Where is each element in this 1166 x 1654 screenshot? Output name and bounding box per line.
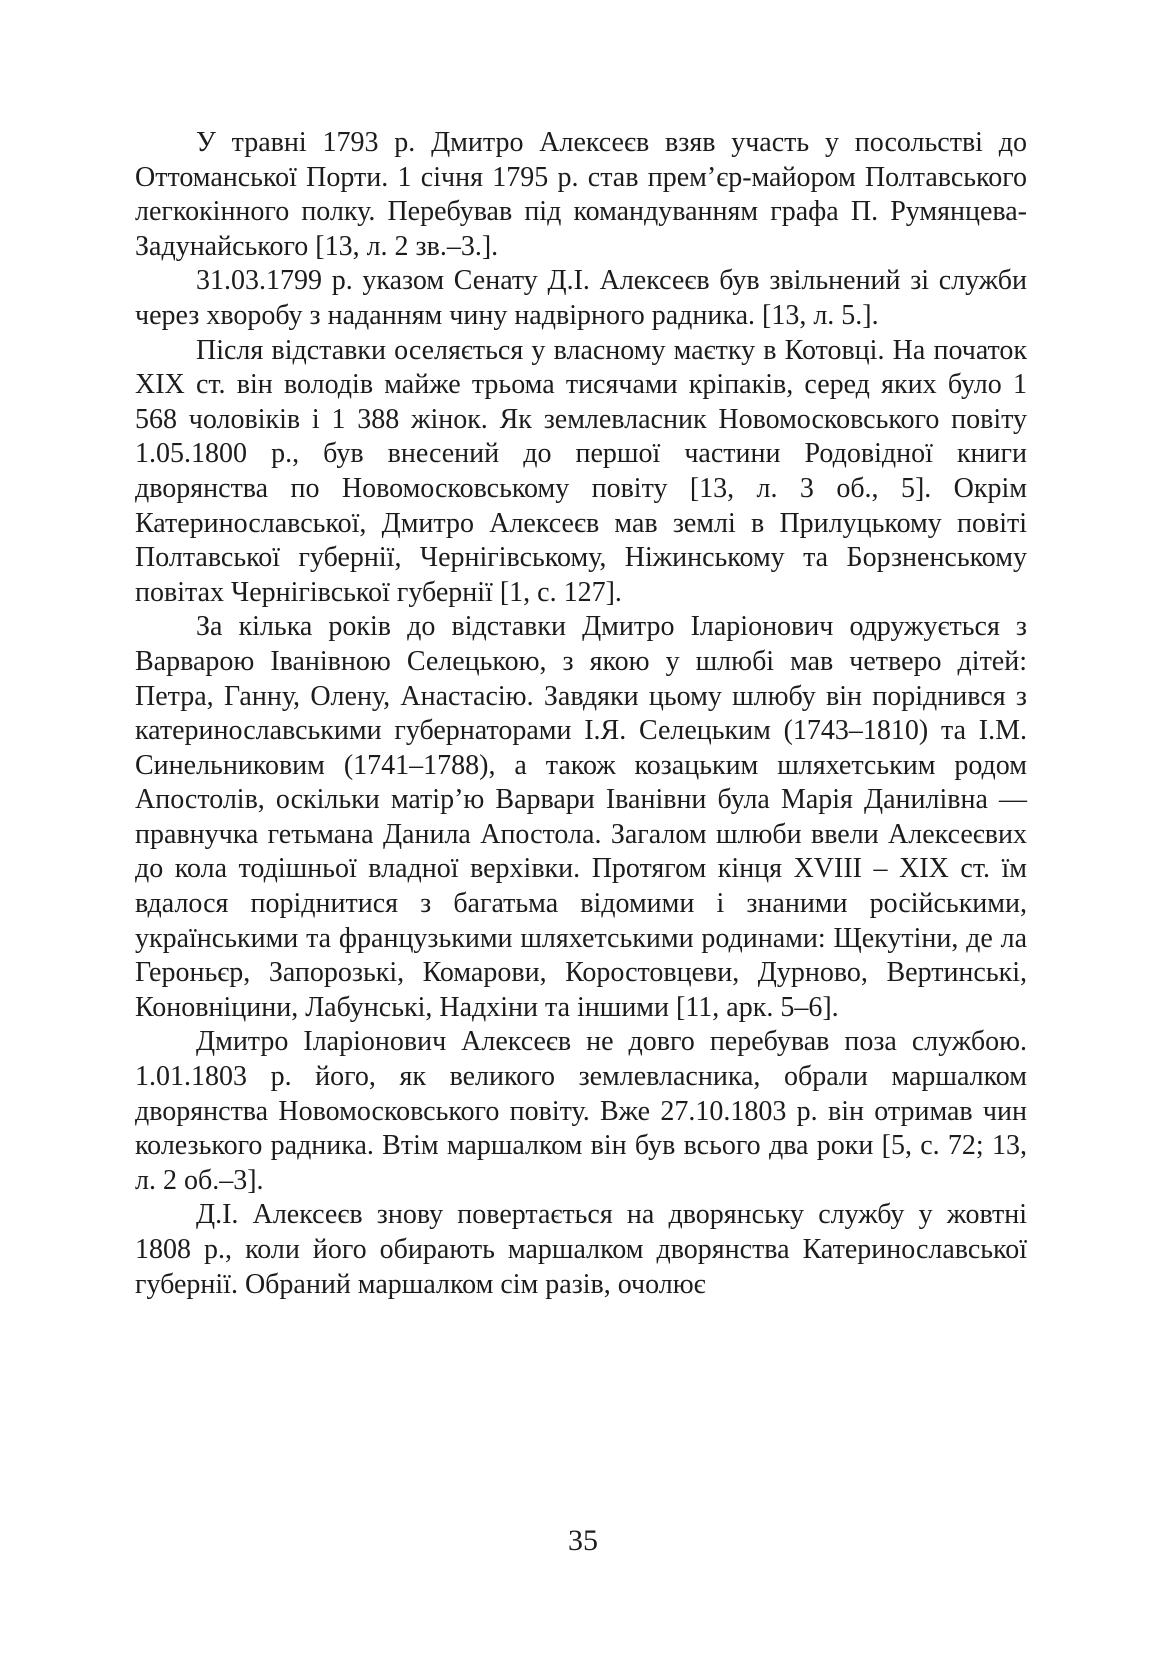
paragraph-marriage: За кілька років до відставки Дмитро Іларіонович одружується з Варварою Іванівною Селецькою, з якою у шлюбі мав четверо дітей: Петра, Ганну, Олену, Анастасію. Завдяки цьому шлюбу він поріднився з катеринославськими губернаторами І.Я. Селецьким (1743–1810) та І.М. Синельниковим (1741–1788), а також козацьким шляхетським родом Апостолів, оскільки матір’ю Варвари Іванівни була Марія Данилівна — правнучка гетьмана Данила Апостола. Загалом шлюби ввели Алексеєвих до кола тодішньої владної верхівки. Протягом кінця XVIII – XIX ст. їм вдалося поріднитися з багатьма відомими і знаними російськими, українськими та французькими шляхетськими родинами: Щекутіни, де ла Героньєр, Запорозькі, Комарови, Коростовцеви, Дурново, Вертинські, Коновніцини, Лабунські, Надхіни та іншими [11, арк. 5–6]. — [135, 611, 1027, 1023]
body-text — [135, 126, 1027, 1302]
paragraph-dismissal-1799: 31.03.1799 р. указом Сенату Д.І. Алексеєв був звільнений зі служби через хворобу з наданням чину надвірного радника. [13, л. 5.]. — [135, 265, 1027, 331]
paragraph-embassy-1793: У травні 1793 р. Дмитро Алексеєв взяв участь у посольстві до Оттоманської Порти. 1 січня 1795 р. став прем’єр-майором Полтавського легкокінного полку. Перебував під командуванням графа П. Румянцева-Задунайського [13, л. 2 зв.–3.]. — [135, 127, 1027, 262]
paragraph-marshal-1803: Дмитро Іларіонович Алексеєв не довго перебував поза службою. 1.01.1803 р. його, як великого землевласника, обрали маршалком дворянства Новомосковського повіту. Вже 27.10.1803 р. він отримав чин колезького радника. Втім маршалком він був всього два роки [5, с. 72; 13, л. 2 об.–3]. — [135, 1026, 1027, 1196]
paragraph-marshal-1808: Д.І. Алексеєв знову повертається на дворянську службу у жовтні 1808 р., коли його обирають маршалком дворянства Катеринославської губернії. Обраний маршалком сім разів, очолює — [135, 1199, 1027, 1300]
page-number: 35 — [568, 1524, 598, 1557]
paragraph-estate-kotovka: Після відставки оселяється у власному маєтку в Котовці. На початок XIX ст. він володів майже трьома тисячами кріпаків, серед яких було 1 568 чоловіків і 1 388 жінок. Як землевласник Новомосковського повіту 1.05.1800 р., був внесений до першої частини Родовідної книги дворянства по Новомосковському повіту [13, л. 3 об., 5]. Окрім Катеринославської, Дмитро Алексеєв мав землі в Прилуцькому повіті Полтавської губернії, Чернігівському, Ніжинському та Борзненському повітах Чернігівської губернії [1, с. 127]. — [135, 334, 1027, 608]
